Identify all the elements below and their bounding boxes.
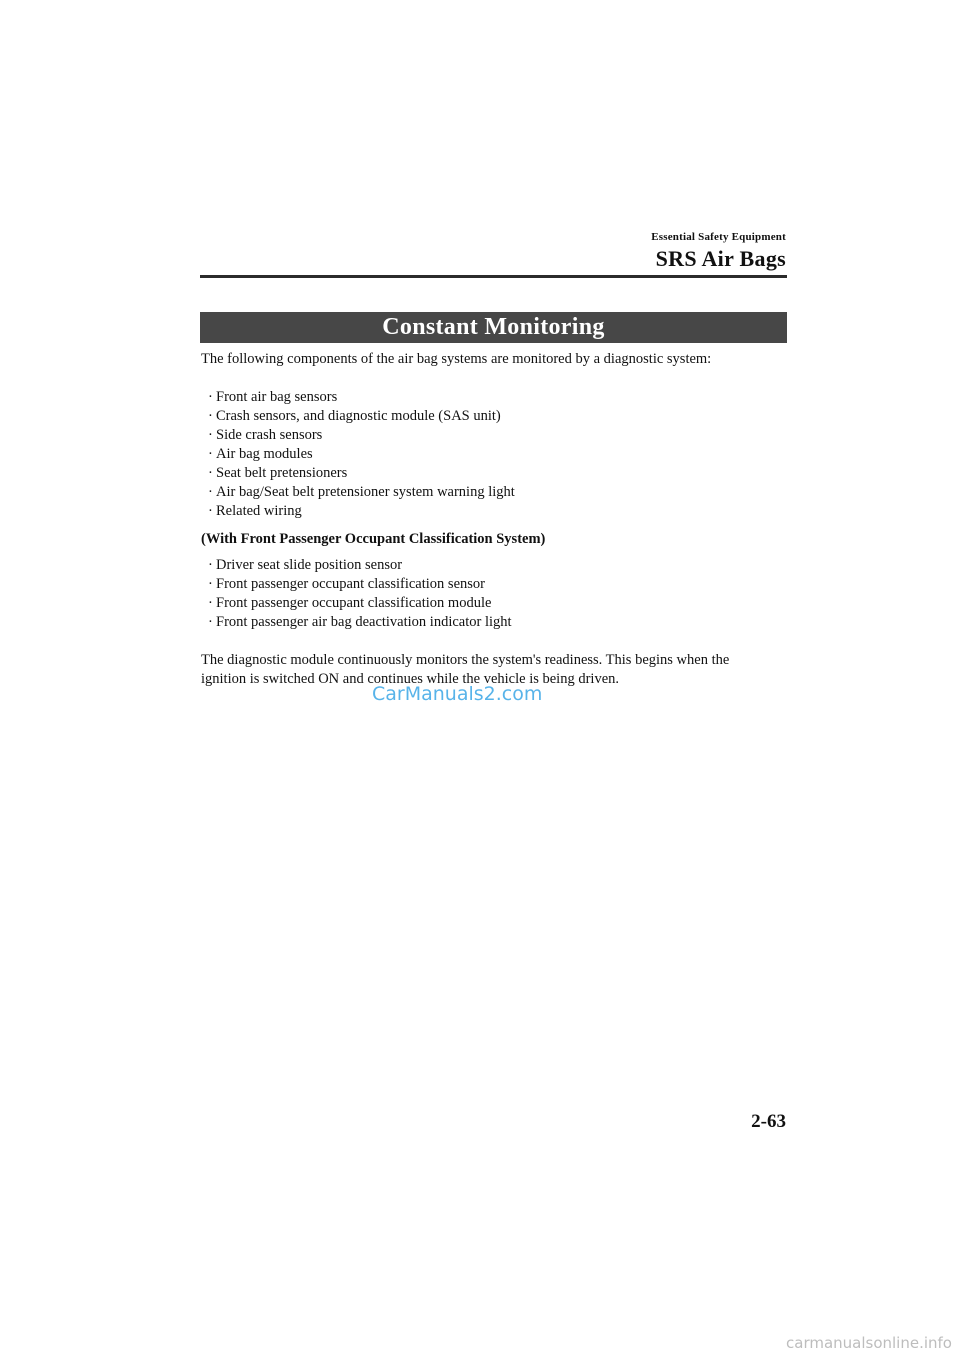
list-item: · Air bag modules [208,446,313,462]
list-item: · Front passenger occupant classification module [208,595,492,611]
bullet-icon: · [208,446,213,462]
bullet-icon: · [208,484,213,500]
list-item: · Front passenger occupant classification sensor [208,576,485,592]
list-item: · Related wiring [208,503,302,519]
running-header [651,231,786,272]
section-label: Essential Safety Equipment [651,231,786,243]
closing-line: The diagnostic module continuously monitors the system's readiness. This begins when the [201,652,730,668]
footer-watermark: carmanualsonline.info [786,1334,952,1352]
section-title: Constant Monitoring [200,312,787,343]
bullet-icon: · [208,614,213,630]
list-item: · Side crash sensors [208,427,323,443]
header-divider [200,275,787,278]
watermark-logo: CarManuals2.com [372,683,543,705]
chapter-title: SRS Air Bags [655,246,786,271]
bullet-icon: · [208,427,213,443]
bullet-icon: · [208,595,213,611]
bullet-icon: · [208,557,213,573]
list-item: · Seat belt pretensioners [208,465,348,481]
list-item: · Crash sensors, and diagnostic module (SAS unit) [208,408,501,424]
bullet-icon: · [208,408,213,424]
intro-paragraph: The following components of the air bag systems are monitored by a diagnostic system: [201,351,712,367]
occupant-system-heading: (With Front Passenger Occupant Classification System) [201,531,546,547]
list-item: · Driver seat slide position sensor [208,557,403,573]
component-list [201,388,791,521]
list-item: · Air bag/Seat belt pretensioner system warning light [208,484,515,500]
list-item: · Front air bag sensors [208,389,338,405]
page-number: 2-63 [751,1111,786,1132]
occupant-component-list [201,556,791,632]
bullet-icon: · [208,465,213,481]
list-item: · Front passenger air bag deactivation indicator light [208,614,512,630]
section-body [201,350,791,689]
bullet-icon: · [208,389,213,405]
bullet-icon: · [208,576,213,592]
bullet-icon: · [208,503,213,519]
closing-line: ignition is switched ON and continues while the vehicle is being driven. [201,671,620,687]
